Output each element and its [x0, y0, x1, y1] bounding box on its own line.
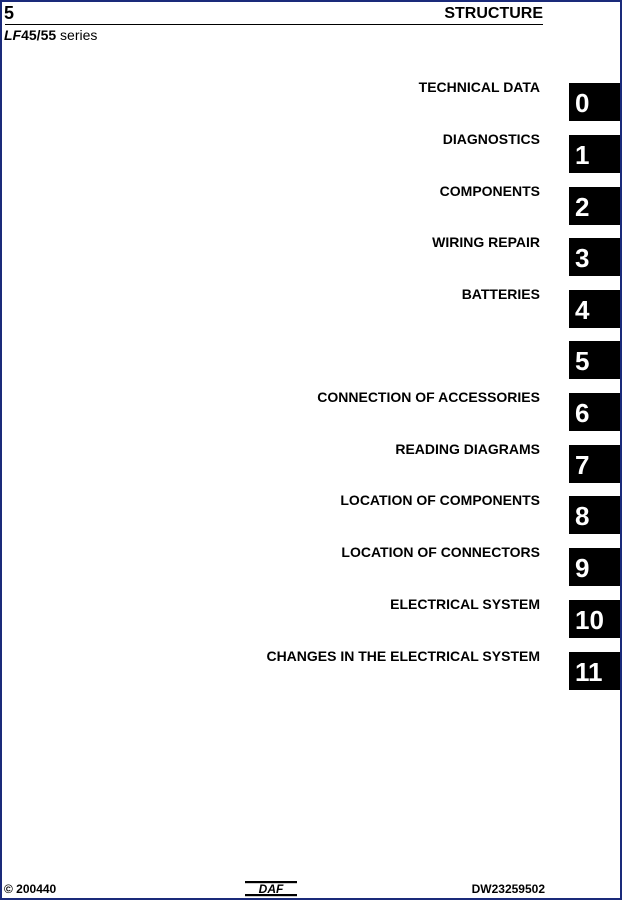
- toc-label[interactable]: CONNECTION OF ACCESSORIES: [317, 389, 540, 405]
- toc-row-5[interactable]: [2, 337, 620, 377]
- page-title: STRUCTURE: [444, 5, 543, 22]
- model-numbers: 45/55: [21, 27, 57, 43]
- toc-row-9[interactable]: [2, 544, 620, 584]
- toc-row-2[interactable]: [2, 183, 620, 223]
- toc-label[interactable]: READING DIAGRAMS: [395, 441, 540, 457]
- toc-tab[interactable]: 5: [569, 341, 620, 379]
- toc-label[interactable]: ELECTRICAL SYSTEM: [390, 596, 540, 612]
- toc-row-6[interactable]: [2, 389, 620, 429]
- toc-tab[interactable]: 10: [569, 600, 620, 638]
- toc-label[interactable]: DIAGNOSTICS: [442, 131, 540, 147]
- toc-row-11[interactable]: [2, 648, 620, 688]
- toc-row-1[interactable]: [2, 131, 620, 171]
- toc-row-4[interactable]: [2, 286, 620, 326]
- toc-tab[interactable]: 6: [569, 393, 620, 431]
- toc-row-8[interactable]: [2, 492, 620, 532]
- toc-tab[interactable]: 9: [569, 548, 620, 586]
- toc-label[interactable]: TECHNICAL DATA: [418, 79, 540, 95]
- toc-label[interactable]: LOCATION OF CONNECTORS: [341, 544, 540, 560]
- toc-tab[interactable]: 4: [569, 290, 620, 328]
- logo-text: DAF: [258, 882, 284, 896]
- header-divider: [5, 24, 543, 25]
- toc-tab[interactable]: 0: [569, 83, 620, 121]
- model-prefix: LF: [4, 27, 22, 43]
- section-number: 5: [4, 3, 15, 23]
- toc-row-3[interactable]: [2, 234, 620, 274]
- toc-tab[interactable]: 11: [569, 652, 620, 690]
- model-suffix: series: [56, 27, 98, 43]
- toc-tab[interactable]: 7: [569, 445, 620, 483]
- toc-tab[interactable]: 8: [569, 496, 620, 534]
- toc-tab[interactable]: 3: [569, 238, 620, 276]
- daf-logo-icon: [245, 878, 297, 898]
- toc-label[interactable]: LOCATION OF COMPONENTS: [340, 492, 540, 508]
- toc-tab[interactable]: 1: [569, 135, 620, 173]
- toc-row-0[interactable]: [2, 79, 620, 119]
- model-series: [4, 27, 97, 43]
- toc-label[interactable]: COMPONENTS: [439, 183, 540, 199]
- toc-label[interactable]: CHANGES IN THE ELECTRICAL SYSTEM: [266, 648, 540, 664]
- toc-row-10[interactable]: [2, 596, 620, 636]
- document-id: DW23259502: [471, 882, 545, 896]
- toc-label[interactable]: BATTERIES: [461, 286, 540, 302]
- toc-tab[interactable]: 2: [569, 187, 620, 225]
- toc-label[interactable]: WIRING REPAIR: [432, 234, 540, 250]
- copyright: © 200440: [4, 882, 57, 896]
- toc-row-7[interactable]: [2, 441, 620, 481]
